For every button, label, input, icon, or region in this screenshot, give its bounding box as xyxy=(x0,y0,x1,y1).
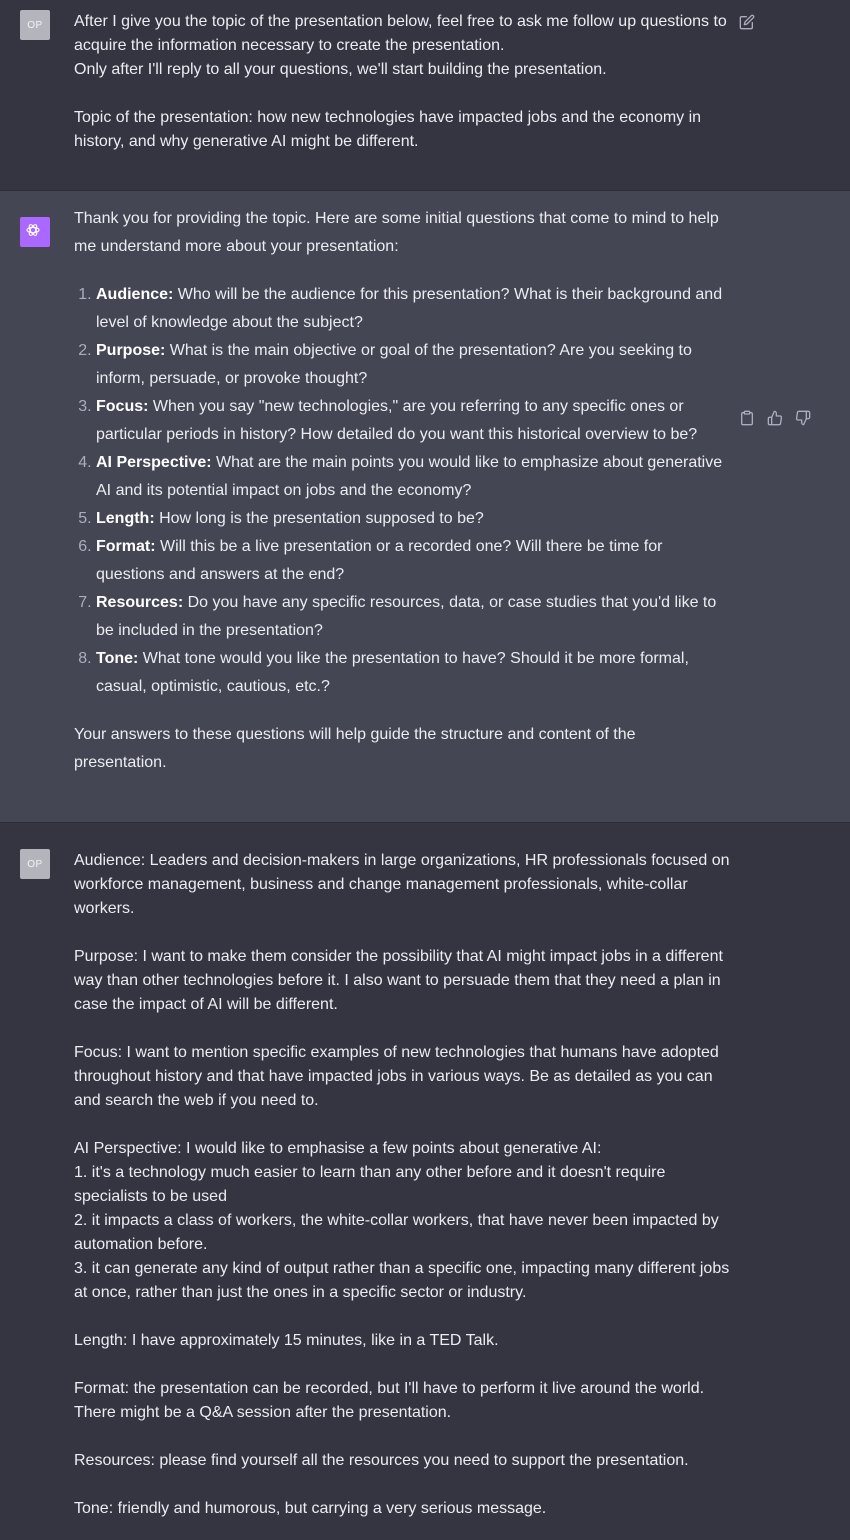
list-item xyxy=(96,505,730,533)
assistant-message xyxy=(0,191,850,823)
question-label: AI Perspective: xyxy=(96,454,212,471)
list-item xyxy=(96,337,730,393)
question-label: Purpose: xyxy=(96,342,166,359)
thumbs-up-icon[interactable] xyxy=(767,410,783,426)
assistant-response-main xyxy=(74,205,730,777)
question-text: What tone would you like the presentation to have? Should it be more formal, casual, optimistic, cautious, etc.? xyxy=(96,650,689,695)
question-label: Format: xyxy=(96,538,156,555)
question-text: What are the main points you would like to emphasize about generative AI and its potential impact on jobs and the economy? xyxy=(96,454,723,499)
question-text: When you say "new technologies," are you referring to any specific ones or particular periods in history? How detailed do you want this historical overview to be? xyxy=(96,398,698,443)
question-label: Resources: xyxy=(96,594,184,611)
assistant-intro: Thank you for providing the topic. Here are some initial questions that come to mind to help me understand more about your presentation: xyxy=(74,210,719,255)
list-item xyxy=(96,449,730,505)
list-item xyxy=(96,645,730,701)
user-message-text: After I give you the topic of the presentation below, feel free to ask me follow up questions to acquire the information necessary to create the presentation. Only after I'll reply to all your questions, we'll start building the presentation. Topic of the presentation: how new technologies have impacted jobs and the economy in history, and why generative AI might be different. xyxy=(74,13,727,150)
clipboard-icon[interactable] xyxy=(739,410,755,426)
assistant-avatar xyxy=(20,217,50,247)
question-label: Focus: xyxy=(96,398,149,415)
question-text: How long is the presentation supposed to be? xyxy=(154,510,484,527)
list-item xyxy=(96,393,730,449)
user-avatar: OP xyxy=(20,10,50,40)
question-label: Length: xyxy=(96,510,155,527)
question-text: Will this be a live presentation or a recorded one? Will there be time for questions and answers at the end? xyxy=(96,538,663,583)
edit-icon[interactable] xyxy=(739,14,755,30)
assistant-outro: Your answers to these questions will help guide the structure and content of the presentation. xyxy=(74,726,636,771)
list-item xyxy=(96,533,730,589)
thumbs-down-icon[interactable] xyxy=(795,410,811,426)
user-message-2 xyxy=(0,823,850,1540)
question-list xyxy=(74,281,730,701)
list-item xyxy=(96,281,730,337)
question-label: Audience: xyxy=(96,286,174,303)
user-message-text: Audience: Leaders and decision-makers in large organizations, HR professionals focused on workforce management, business and change management professionals, white-collar workers. Purpose: I want to make them consider the possibility that AI might impact jobs in a different way than other technologies before it. I also want to persuade them that they need a plan in case the impact of AI will be different. Focus: I want to mention specific examples of new technologies that humans have adopted throughout history and that have impacted jobs in various ways. Be as detailed as you can and search the web if you need to. AI Perspective: I would like to emphasise a few points about generative AI: 1. it's a technology much easier to learn than any other before and it doesn't require specialists to be used 2. it impacts a class of workers, the white-collar workers, that have never been impacted by automation before. 3. it can generate any kind of output rather than a specific one, impacting many different jobs at once, rather than just the ones in a specific sector or industry. Length: I have approximately 15 minutes, like in a TED Talk. Format: the presentation can be recorded, but I'll have to perform it live around the world. There might be a Q&A session after the presentation. Resources: please find yourself all the resources you need to support the presentation. Tone: friendly and humorous, but carrying a very serious message. xyxy=(74,852,730,1517)
question-text: Who will be the audience for this presentation? What is their background and level of knowledge about the subject? xyxy=(96,286,723,331)
user-message-1 xyxy=(0,0,850,191)
question-label: Tone: xyxy=(96,650,139,667)
openai-logo-icon xyxy=(25,222,45,242)
question-text: Do you have any specific resources, data, or case studies that you'd like to be included in the presentation? xyxy=(96,594,717,639)
user-avatar: OP xyxy=(20,849,50,879)
question-text: What is the main objective or goal of the presentation? Are you seeking to inform, persuade, or provoke thought? xyxy=(96,342,692,387)
list-item xyxy=(96,589,730,645)
